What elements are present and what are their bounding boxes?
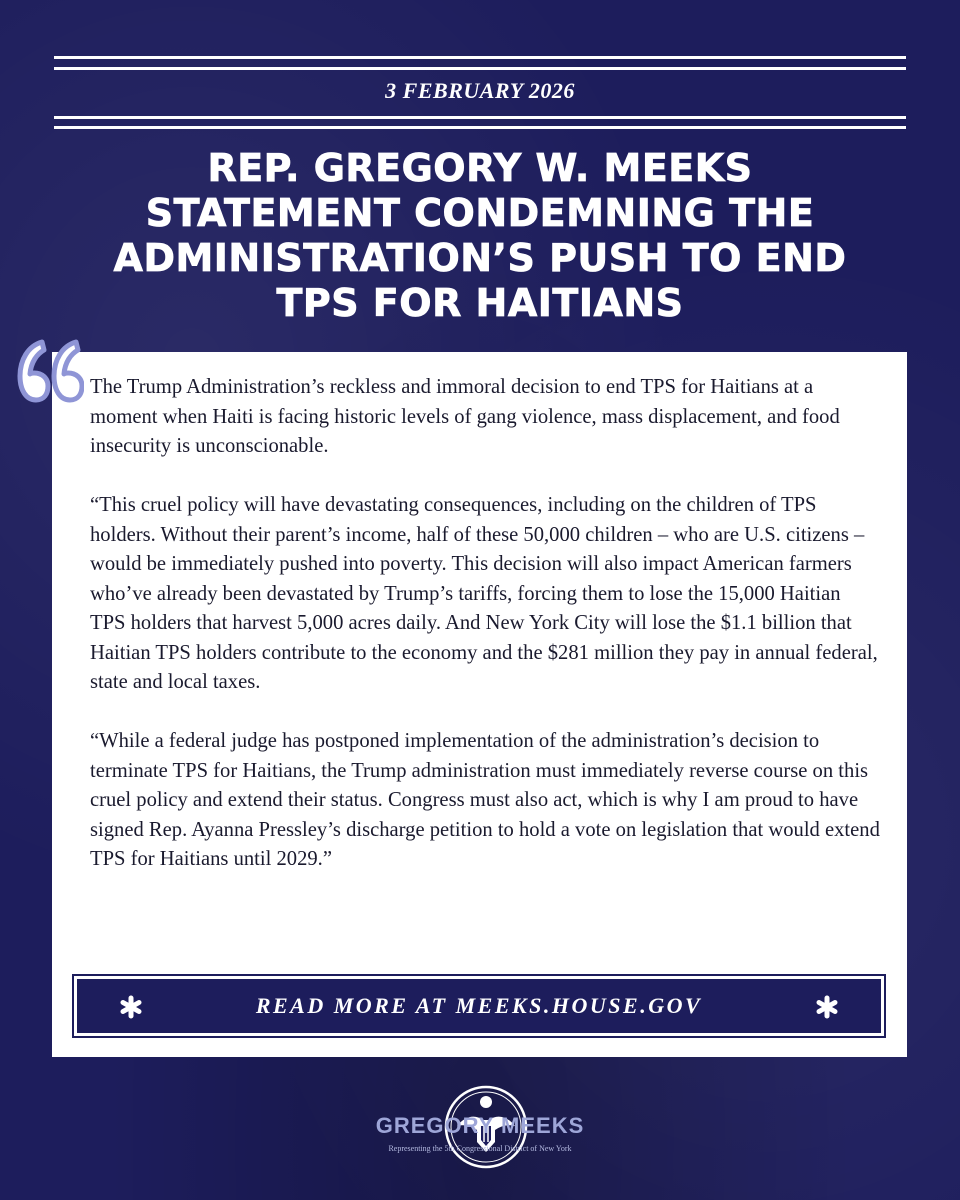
statement-paragraph: “This cruel policy will have devastating consequences, including on the children of TPS holders. Without their parent’s income, half of these 50,000 children – who are U.S. citizens – would be immediately pushed into poverty. This decision will also impact American farmers who’ve already been devastated by Trump’s tariffs, forcing them to lose the 15,000 Haitian TPS holders that harvest 5,000 acres daily. And New York City will lose the $1.1 billion that Haitian TPS holders contribute to the economy and the $281 million they pay in annual federal, state and local taxes. bbox=[90, 494, 878, 693]
top-rule-1 bbox=[54, 56, 906, 59]
date-label: 3 FEBRUARY 2026 bbox=[385, 78, 575, 103]
read-more-banner-fill[interactable] bbox=[77, 979, 881, 1033]
read-more-link[interactable]: READ MORE AT MEEKS.HOUSE.GOV bbox=[255, 993, 703, 1018]
statement-paragraph: The Trump Administration’s reckless and immoral decision to end TPS for Haitians at a moment when Haiti is facing historic levels of gang violence, mass displacement, and food insecurity is unconscionable. bbox=[90, 376, 840, 457]
title-line: TPS FOR HAITIANS bbox=[276, 281, 684, 325]
statement-title bbox=[40, 146, 920, 326]
top-rule-2 bbox=[54, 67, 906, 70]
asterisk-star-icon bbox=[119, 995, 143, 1019]
bottom-rule-2 bbox=[54, 126, 906, 129]
title-line: STATEMENT CONDEMNING THE bbox=[145, 191, 815, 235]
title-line: REP. GREGORY W. MEEKS bbox=[207, 146, 753, 190]
footer-tagline: Representing the 5th Congressional District of New York bbox=[388, 1144, 572, 1153]
asterisk-star-icon bbox=[815, 995, 839, 1019]
read-more-banner[interactable] bbox=[72, 974, 886, 1038]
quote-mark-icon bbox=[12, 320, 84, 410]
statement-body bbox=[90, 373, 880, 904]
bottom-rule-1 bbox=[54, 116, 906, 119]
footer-wordmark: GREGORY MEEKS bbox=[375, 1113, 585, 1138]
statement-paragraph: “While a federal judge has postponed implementation of the administration’s decision to terminate TPS for Haitians, the Trump administration must immediately reverse course on this cruel policy and extend their status. Congress must also act, which is why I am proud to have signed Rep. Ayanna Pressley’s discharge petition to hold a vote on legislation that would extend TPS for Haitians until 2029.” bbox=[90, 730, 880, 870]
title-line: ADMINISTRATION’S PUSH TO END bbox=[113, 236, 847, 280]
